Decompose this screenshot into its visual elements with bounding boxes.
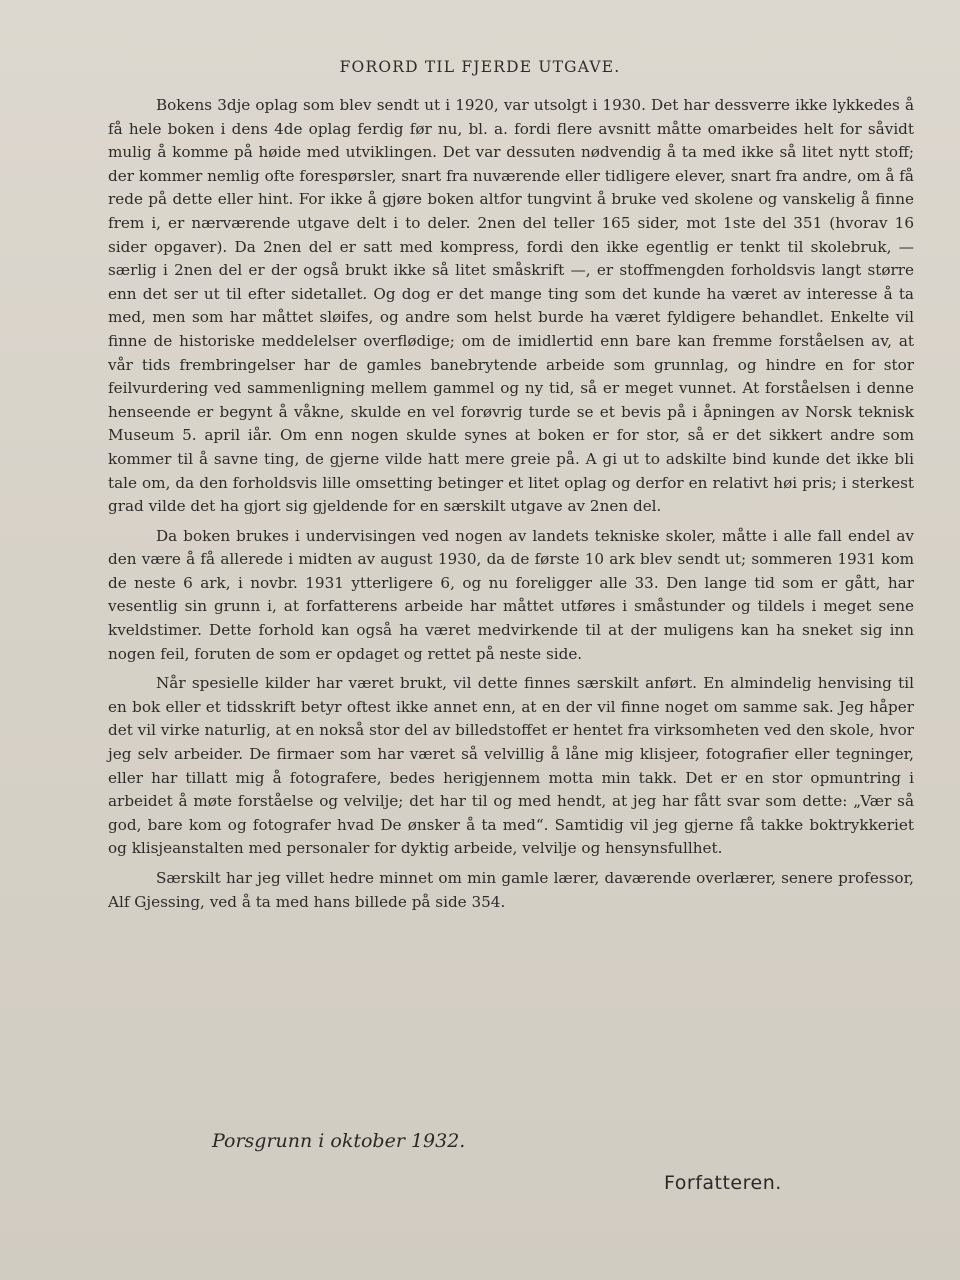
paragraph-1: Bokens 3dje oplag som blev sendt ut i 1920, var utsolgt i 1930. Det har dessverre ikke lykkedes å få hele boken i dens 4de oplag ferdig før nu, bl. a. fordi flere avsnitt måtte omarbeides helt for såvidt mulig å komme på høide med utviklingen. Det var dessuten nødvendig å ta med ikke så litet nytt stoff; der kommer nemlig ofte forespørsler, snart fra nuværende eller tidligere elever, snart fra andre, om å få rede på dette eller hint. For ikke å gjøre boken altfor tungvint å bruke ved skolene og vanskelig å finne frem i, er nærværende utgave delt i to deler. 2nen del teller 165 sider, mot 1ste del 351 (hvorav 16 sider opgaver). Da 2nen del er satt med kompress, fordi den ikke egentlig er tenkt til skolebruk, — særlig i 2nen del er der også brukt ikke så litet småskrift —, er stoffmengden forholdsvis langt større enn det ser ut til efter sidetallet. Og dog er det mange ting som det kunde ha været av interesse å ta med, men som har måttet sløifes, og andre som helst burde ha været fyldigere behandlet. Enkelte vil finne de historiske meddelelser overflødige; om de imidlertid enn bare kan fremme forståelsen av, at vår tids frembringelser har de gamles banebrytende arbeide som grunnlag, og hindre en for stor feilvurdering ved sammenligning mellem gammel og ny tid, så er meget vunnet. At forståelsen i denne henseende er begynt å våkne, skulde en vel forøvrig turde se et bevis på i åpningen av Norsk teknisk Museum 5. april iår. Om enn nogen skulde synes at boken er for stor, så er det sikkert andre som kommer til å savne ting, de gjerne vilde hatt mere greie på. A gi ut to adskilte bind kunde det ikke bli tale om, da den forholdsvis lille omsetting betinger et litet oplag og derfor en relativt høi pris; i sterkest grad vilde det ha gjort sig gjeldende for en særskilt utgave av 2nen del. [108, 96, 914, 516]
paragraph-2: Da boken brukes i undervisingen ved nogen av landets tekniske skoler, måtte i alle fall endel av den være å få allerede i midten av august 1930, da de første 10 ark blev sendt ut; sommeren 1931 kom de neste 6 ark, i novbr. 1931 ytterligere 6, og nu foreligger alle 33. Den lange tid som er gått, har vesentlig sin grunn i, at forfatterens arbeide har måttet utføres i småstunder og tildels i meget sene kveldstimer. Dette forhold kan også ha været medvirkende til at der muligens kan ha sneket sig inn nogen feil, foruten de som er opdaget og rettet på neste side. [108, 526, 914, 663]
place-and-date: Porsgrunn i oktober 1932. [212, 1130, 466, 1152]
paragraph-3: Når spesielle kilder har været brukt, vil dette finnes særskilt anført. En almindelig henvising til en bok eller et tidsskrift betyr oftest ikke annet enn, at en der vil finne noget om samme sak. Jeg håper det vil virke naturlig, at en nokså stor del av billedstoffet er hentet fra virksomheten ved den skole, hvor jeg selv arbeider. De firmaer som har været så velvillig å låne mig klisjeer, fotografier eller tegninger, eller har tillatt mig å fotografere, bedes herigjennem motta min takk. Det er en stor opmuntring i arbeidet å møte forståelse og velvilje; det har til og med hendt, at jeg har fått svar som dette: „Vær så god, bare kom og fotografer hvad De ønsker å ta med“. Samtidig vil jeg gjerne få takke boktrykkeriet og klisjeanstalten med personaler for dyktig arbeide, velvilje og hensynsfullhet. [108, 674, 914, 858]
page-heading: FORORD TIL FJERDE UTGAVE. [339, 58, 621, 76]
preface-body [108, 94, 914, 914]
author-signature: Forfatteren. [664, 1172, 782, 1194]
paragraph-4: Særskilt har jeg villet hedre minnet om min gamle lærer, daværende overlærer, senere professor, Alf Gjessing, ved å ta med hans billede på side 354. [108, 869, 914, 911]
